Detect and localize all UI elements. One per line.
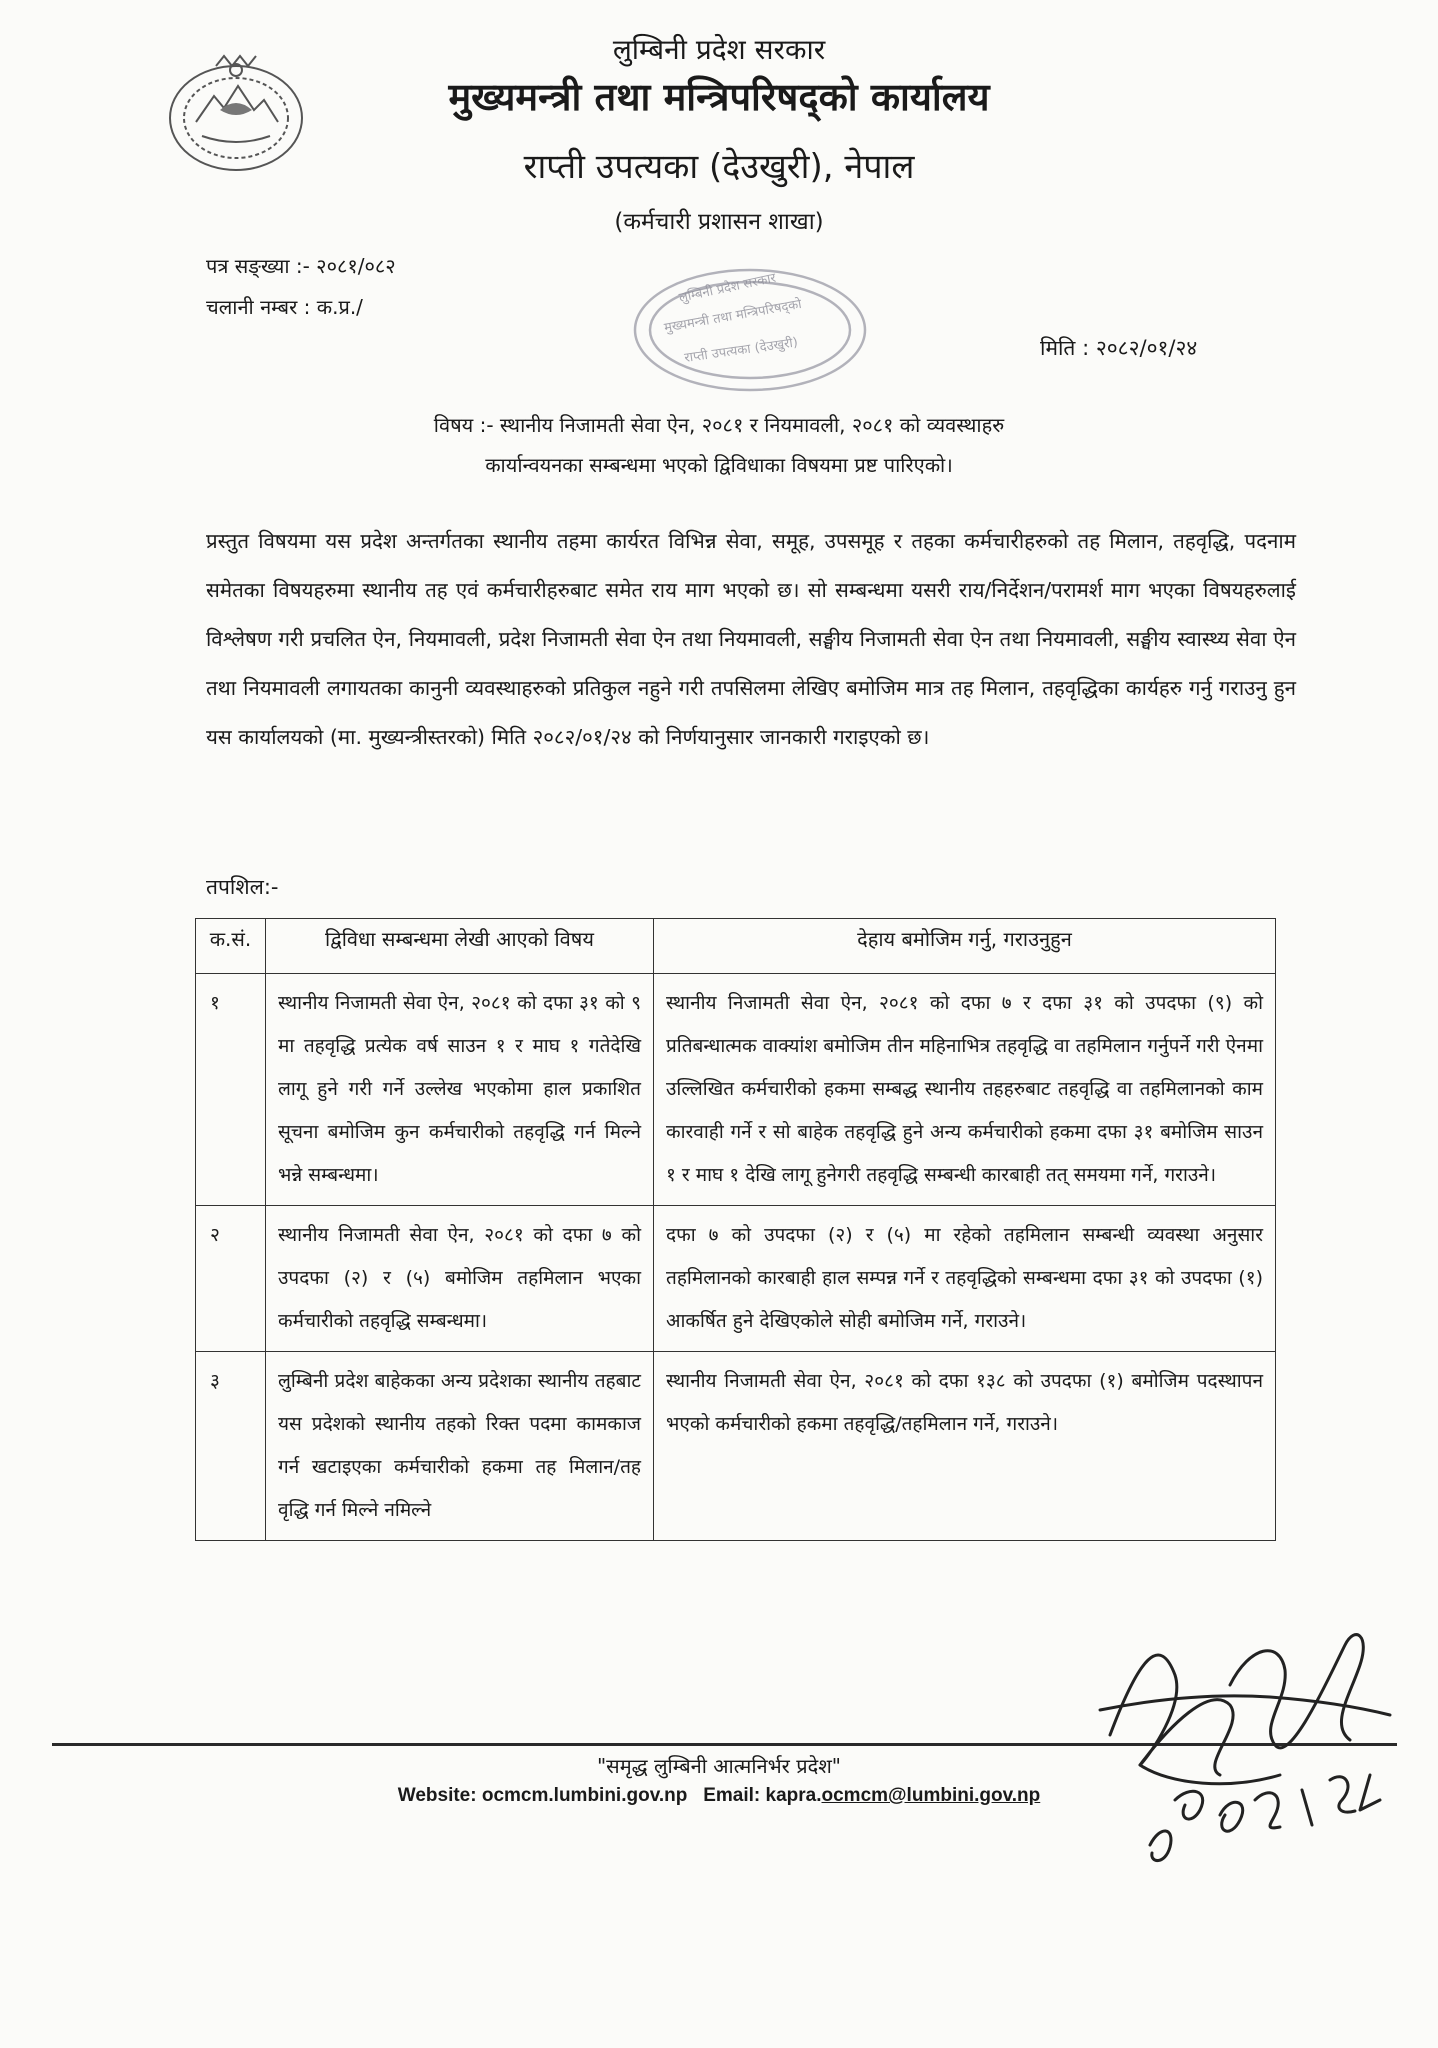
footer-slogan: "समृद्ध लुम्बिनी आत्मनिर्भर प्रदेश" (596, 1754, 841, 1778)
email-link[interactable]: ocmcm@lumbini.gov.np (821, 1785, 1041, 1806)
letter-date: मिति : २०८२/०१/२४ (1040, 336, 1198, 360)
body-paragraph: प्रस्तुत विषयमा यस प्रदेश अन्तर्गतका स्थानीय तहमा कार्यरत विभिन्न सेवा, समूह, उपसमूह र तहका कर्मचारीहरुको तह मिलान, तहवृद्धि, पदनाम समेतका विषयहरुमा स्थानीय तह एवं कर्मचारीहरुबाट समेत राय माग भएको छ। सो सम्बन्धमा यसरी राय/निर्देशन/परामर्श माग भएका विषयहरुलाई विश्लेषण गरी प्रचलित ऐन, नियमावली, प्रदेश निजामती सेवा ऐन तथा नियमावली, सङ्घीय निजामती सेवा ऐन तथा नियमावली, सङ्घीय स्वास्थ्य सेवा ऐन तथा नियमावली लगायतका कानुनी व्यवस्थाहरुको प्रतिकुल नहुने गरी तपसिलमा लेखिए बमोजिम मात्र तह मिलान, तहवृद्धिका कार्यहरु गर्नु गराउनु हुन यस कार्यालयको (मा. मुख्यन्त्रीस्तरको) मिति २०८२/०१/२४ को निर्णयानुसार जानकारी गराइएको छ। (206, 529, 1296, 749)
schedule-table (195, 918, 1276, 1541)
svg-text:मुख्यमन्त्री तथा मन्त्रिपरिषद्: मुख्यमन्त्री तथा मन्त्रिपरिषद्को (663, 296, 803, 336)
row-issue: स्थानीय निजामती सेवा ऐन, २०८१ को दफा ३१ को ९ मा तहवृद्धि प्रत्येक वर्ष साउन १ र माघ १ गतेदेखि लागू हुने गरी गर्ने उल्लेख भएकोमा हाल प्रकाशित सूचना बमोजिम कुन कर्मचारीको तहवृद्धि गर्न मिल्ने भन्ने सम्बन्धमा। (266, 974, 654, 1206)
website-label: Website: (397, 1785, 477, 1806)
svg-text:राप्ती उपत्यका (देउखुरी): राप्ती उपत्यका (देउखुरी) (683, 335, 799, 366)
government-name: लुम्बिनी प्रदेश सरकार (612, 33, 826, 66)
row-directive: स्थानीय निजामती सेवा ऐन, २०८१ को दफा ७ र दफा ३१ को उपदफा (९) को प्रतिबन्धात्मक वाक्यांश बमोजिम तीन महिनाभित्र तहवृद्धि वा तहमिलान गर्नुपर्ने गरी ऐनमा उल्लिखित कर्मचारीको हकमा सम्बद्ध स्थानीय तहहरुबाट तहवृद्धि वा तहमिलानको काम कारवाही गर्ने र सो बाहेक तहवृद्धि हुने अन्य कर्मचारीको हकमा दफा ३१ बमोजिम साउन १ र माघ १ देखि लागू हुनेगरी तहवृद्धि सम्बन्धी कारबाही तत् समयमा गर्ने, गराउने। (654, 974, 1276, 1206)
column-header-issue: द्विविधा सम्बन्धमा लेखी आएको विषय (266, 919, 654, 974)
table-row (196, 974, 1276, 1206)
row-issue: लुम्बिनी प्रदेश बाहेकका अन्य प्रदेशका स्थानीय तहबाट यस प्रदेशको स्थानीय तहको रिक्त पदमा कामकाज गर्न खटाइएका कर्मचारीको हकमा तह मिलान/तह वृद्धि गर्न मिल्ने नमिल्ने (266, 1352, 654, 1541)
column-header-directive: देहाय बमोजिम गर्नु, गराउनुहुन (654, 919, 1276, 974)
dispatch-number: चलानी नम्बर : क.प्र./ (206, 295, 363, 319)
table-header-row (196, 919, 1276, 974)
office-title: मुख्यमन्त्री तथा मन्त्रिपरिषद्को कार्यालय (448, 75, 990, 119)
row-serial: २ (196, 1206, 266, 1352)
letter-number: पत्र सङ्ख्या :- २०८१/०८२ (206, 254, 396, 278)
email-prefix[interactable]: kapra. (765, 1785, 822, 1806)
table-row (196, 1352, 1276, 1541)
row-directive: स्थानीय निजामती सेवा ऐन, २०८१ को दफा १३८ को उपदफा (१) बमोजिम पदस्थापन भएको कर्मचारीको हकमा तहवृद्धि/तहमिलान गर्ने, गराउने। (654, 1352, 1276, 1541)
office-stamp-icon (625, 262, 875, 397)
subject-line-1: विषय :- स्थानीय निजामती सेवा ऐन, २०८१ र नियमावली, २०८१ को व्यवस्थाहरु (433, 413, 1005, 437)
website-link[interactable]: ocmcm.lumbini.gov.np (481, 1785, 688, 1806)
office-location: राप्ती उपत्यका (देउखुरी), नेपाल (523, 147, 915, 187)
row-issue: स्थानीय निजामती सेवा ऐन, २०८१ को दफा ७ को उपदफा (२) र (५) बमोजिम तहमिलान भएका कर्मचारीको तहवृद्धि सम्बन्धमा। (266, 1206, 654, 1352)
subject-line-2: कार्यान्वयनका सम्बन्धमा भएको द्विविधाका विषयमा प्रष्ट पारिएको। (485, 453, 953, 477)
column-header-serial: क.सं. (196, 919, 266, 974)
signature-icon (1080, 1615, 1410, 1905)
svg-text:लुम्बिनी प्रदेश सरकार: लुम्बिनी प्रदेश सरकार (677, 270, 778, 306)
row-directive: दफा ७ को उपदफा (२) र (५) मा रहेको तहमिलान सम्बन्धी व्यवस्था अनुसार तहमिलानको कारबाही हाल सम्पन्न गर्ने र तहवृद्धिको सम्बन्धमा दफा ३१ को उपदफा (१) आकर्षित हुने देखिएकोले सोही बमोजिम गर्ने, गराउने। (654, 1206, 1276, 1352)
branch-name: (कर्मचारी प्रशासन शाखा) (614, 209, 824, 235)
email-label: Email: (703, 1785, 761, 1806)
row-serial: ३ (196, 1352, 266, 1541)
schedule-label: तपशिल:- (206, 875, 279, 899)
table-row (196, 1206, 1276, 1352)
row-serial: १ (196, 974, 266, 1206)
